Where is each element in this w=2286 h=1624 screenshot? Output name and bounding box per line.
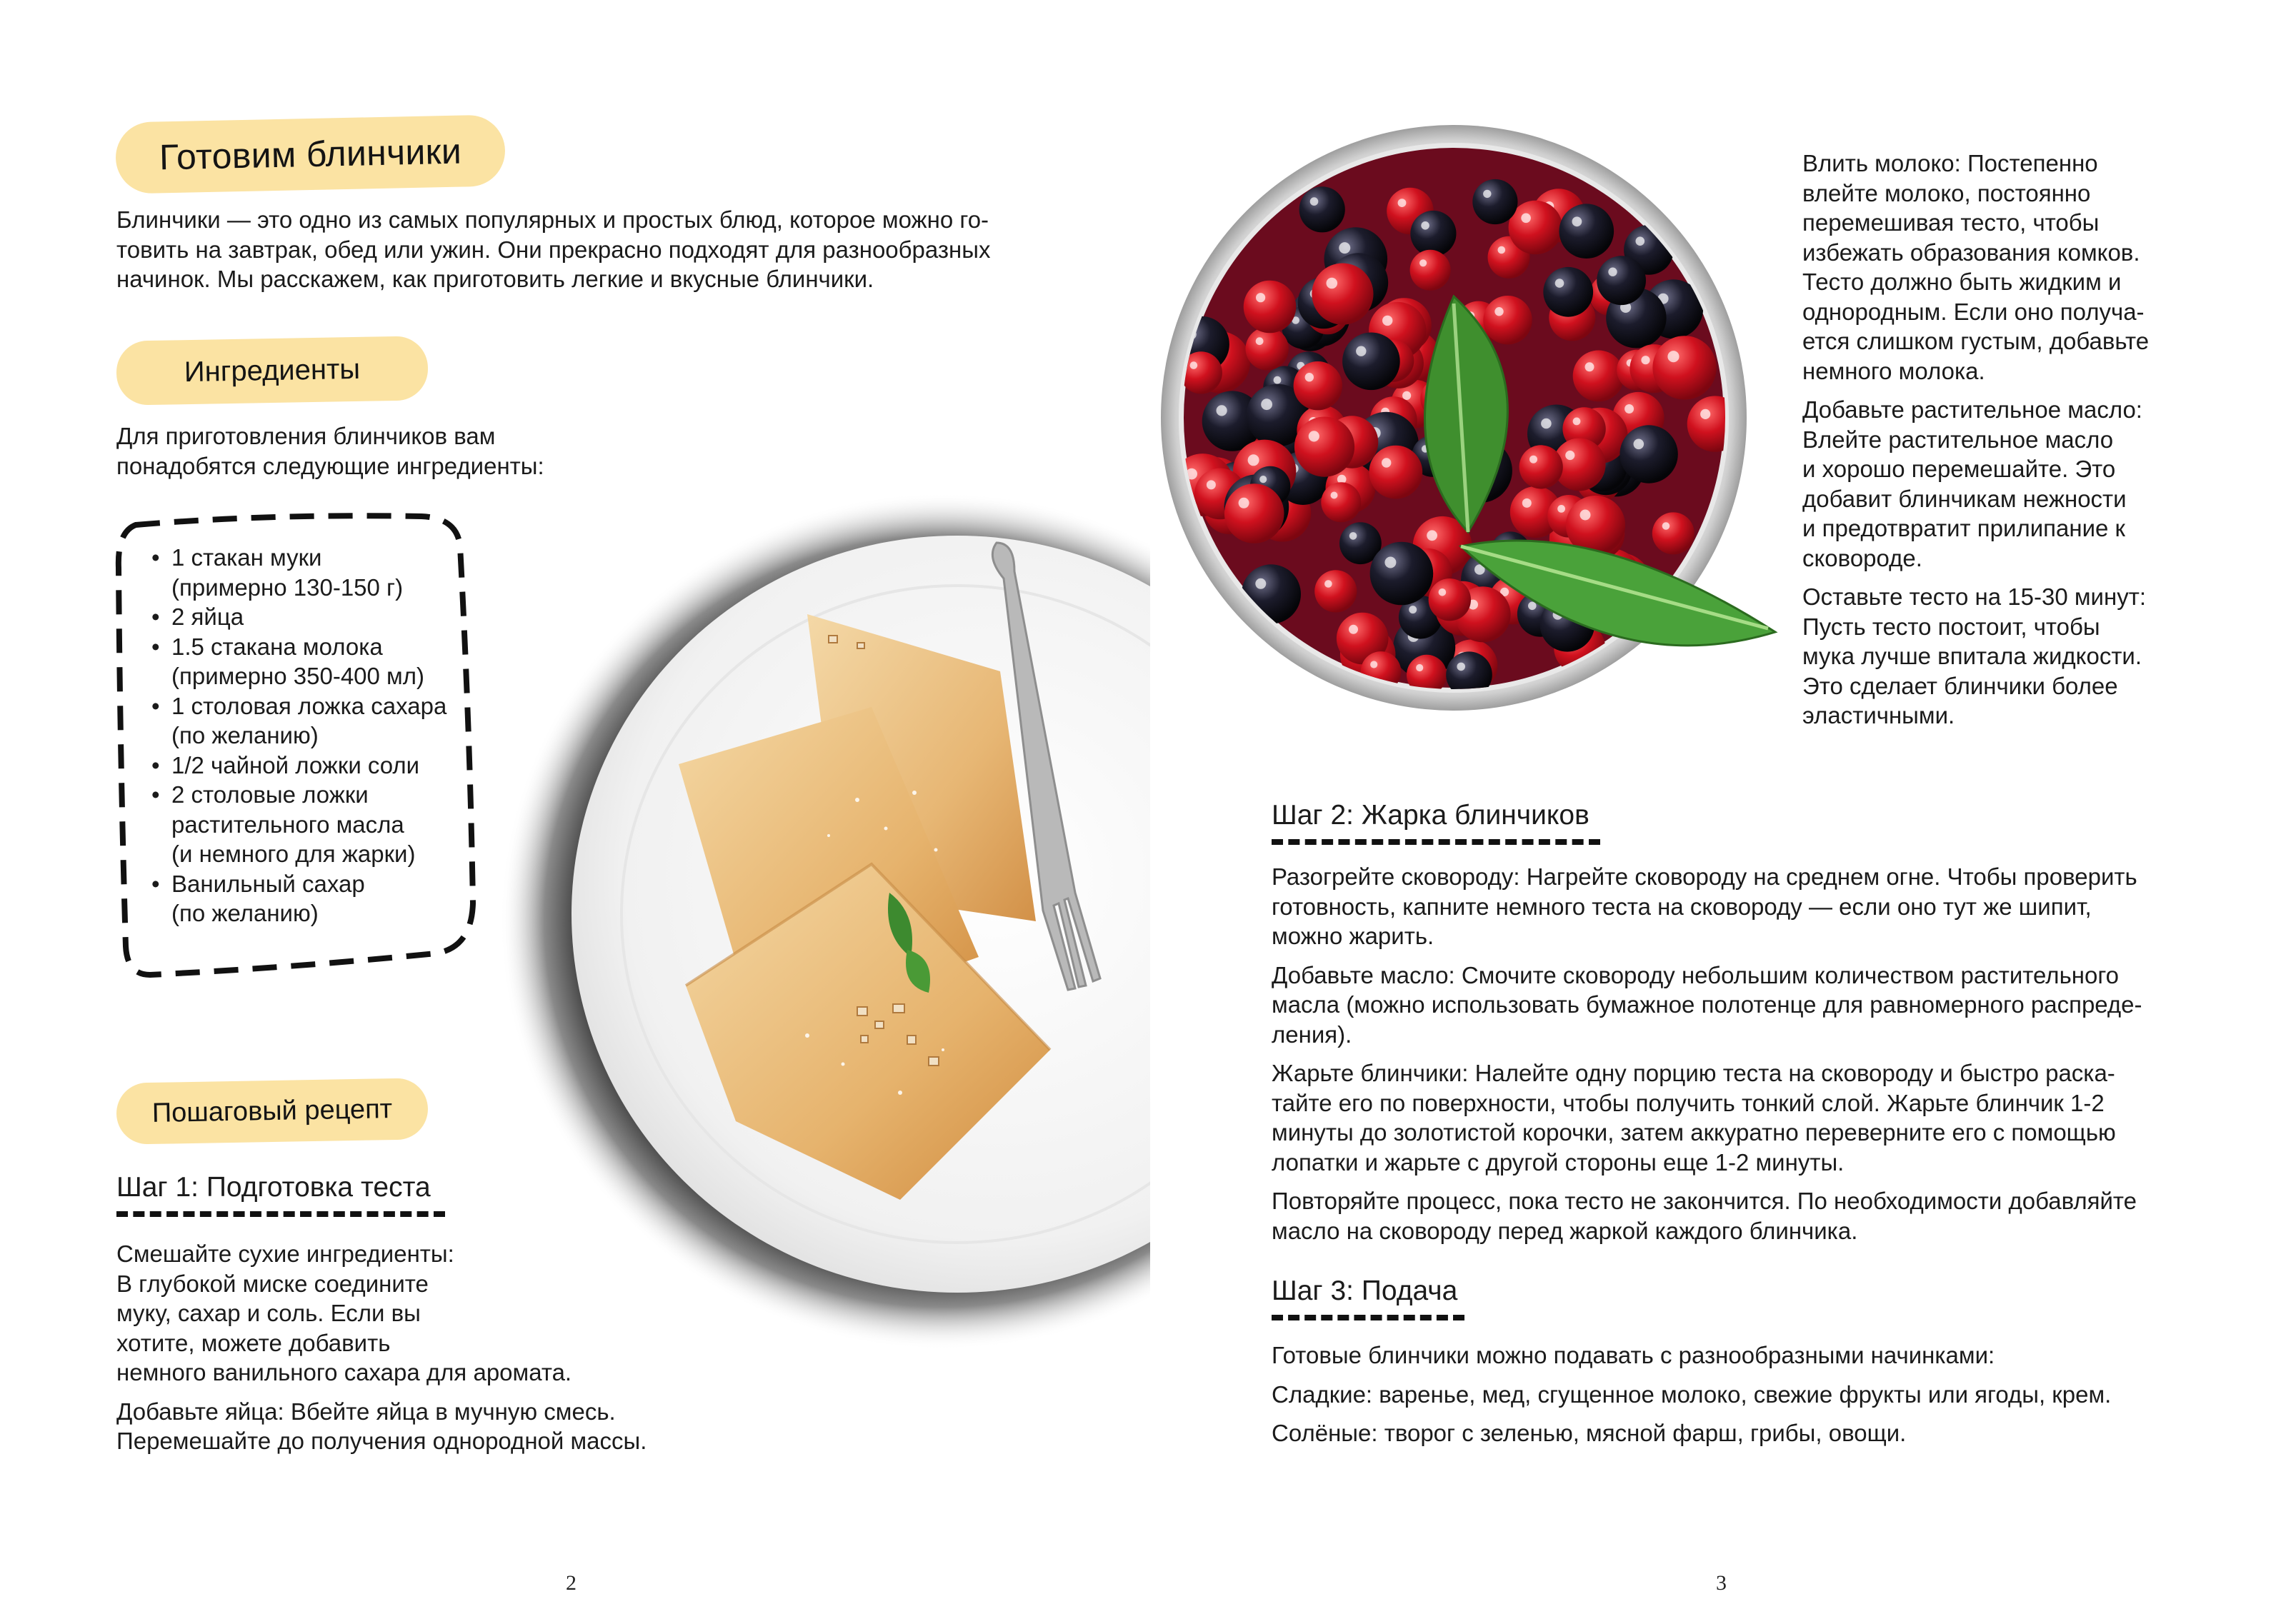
step3-paragraph-3: Солёные: творог с зеленью, мясной фарш, грибы, овощи.: [1272, 1420, 1907, 1446]
berry-highlight: [1398, 199, 1407, 207]
berry-highlight: [1382, 458, 1391, 467]
berry-highlight: [1356, 346, 1366, 356]
step2-text: [1272, 862, 2272, 1245]
berry-highlight: [1384, 557, 1396, 568]
berry: [1294, 361, 1342, 410]
berry-highlight: [1624, 404, 1634, 413]
berry-highlight: [1580, 510, 1591, 521]
berry: [1342, 333, 1400, 391]
berry-highlight: [1370, 661, 1377, 668]
berry-highlight: [1305, 373, 1314, 381]
pancakes-plate-image: [471, 493, 1157, 1357]
berry-highlight: [1541, 418, 1552, 429]
berry-highlight: [1608, 268, 1617, 276]
ingredient-item: • 1/2 чайной ложки соли: [151, 751, 487, 781]
recipe-heading: Пошаговый рецепт: [151, 1093, 393, 1128]
berry-highlight: [1636, 236, 1645, 246]
berry: [1483, 296, 1532, 344]
berry: [1543, 267, 1593, 317]
berry-highlight: [1565, 451, 1574, 460]
ingredients-list: [151, 543, 487, 928]
step2-paragraph-4: Повторяйте процесс, пока тесто не закончится. По необходимости добавляйте масло на сковороду перед жаркой каждого блинчика.: [1272, 1188, 2137, 1244]
berry: [1597, 256, 1646, 305]
berry: [1619, 425, 1677, 483]
berry-highlight: [1439, 588, 1447, 596]
berry: [1294, 417, 1354, 477]
berry-highlight: [1382, 316, 1392, 326]
berry-highlight: [1259, 476, 1267, 483]
berry-highlight: [1409, 606, 1417, 613]
berry-highlight: [1641, 356, 1649, 364]
berry-highlight: [1324, 580, 1332, 588]
step1-paragraph-1: Смешайте сухие ингредиенты: В глубокой миске соедините муку, сахар и соль. Если вы хотите, можете добавить немного ванильного сахара для аромата.: [116, 1240, 572, 1385]
berry-highlight: [1529, 456, 1537, 463]
recipe-pill: [116, 1078, 428, 1145]
berry: [1652, 512, 1694, 554]
berry: [1312, 264, 1373, 325]
step1-paragraph-2: Добавьте яйца: Вбейте яйца в мучную смесь. Перемешайте до получения однородной массы.: [116, 1398, 647, 1454]
berry-highlight: [1309, 431, 1319, 441]
berry: [1429, 578, 1471, 621]
berry-highlight: [1528, 602, 1537, 611]
ingredients-intro-text: Для приготовления блинчиков вам понадобятся следующие ингредиенты:: [116, 423, 544, 479]
berry-highlight: [1207, 480, 1216, 489]
step3-paragraph-2: Сладкие: варенье, мед, сгущенное молоко, свежие фрукты или ягоды, крем.: [1272, 1380, 2112, 1408]
berry-highlight: [1349, 625, 1358, 634]
berry: [1410, 250, 1451, 291]
berry-highlight: [1419, 259, 1427, 266]
ingredient-item: • 2 столовые ложки растительного масла (и немного для жарки): [151, 780, 487, 869]
step2-paragraph-1: Разогрейте сковороду: Нагрейте сковороду на среднем огне. Чтобы проверить готовность, капните немного теста на сковороду — если оно тут же шипит, можно жарить.: [1272, 863, 2137, 949]
page-number-right: 3: [1716, 1571, 1727, 1595]
page-title: Готовим блинчики: [159, 131, 462, 178]
step3-text: [1272, 1340, 2272, 1448]
page-number-left: 2: [566, 1571, 577, 1595]
step3-paragraph-1: Готовые блинчики можно подавать с разнообразными начинками:: [1272, 1342, 1995, 1368]
ingredient-item: • 1 столовая ложка сахара (по желанию): [151, 691, 487, 751]
step3-underline: [1272, 1315, 1464, 1320]
step1-underline: [116, 1211, 445, 1217]
berry-highlight: [1310, 197, 1319, 206]
berry: [1299, 186, 1345, 232]
intro-text: [116, 205, 1059, 294]
berry-highlight: [1331, 492, 1338, 499]
step1-text: [116, 1239, 717, 1456]
berry-highlight: [1662, 522, 1670, 530]
berry: [1370, 542, 1434, 606]
intro-paragraph: Блинчики — это одно из самых популярных и простых блюд, которое можно го- товить на завтрак, обед или ужин. Они прекрасно подходят для разнообразных начинок. Мы расскажем, как приготовить легкие и вкусные блинчики.: [116, 206, 991, 292]
berry-highlight: [1494, 307, 1503, 316]
berry-highlight: [1239, 498, 1249, 508]
berry: [1573, 351, 1624, 402]
berry: [1246, 327, 1289, 370]
berry-highlight: [1248, 454, 1259, 466]
berry-highlight: [1421, 221, 1429, 230]
berry-highlight: [1427, 530, 1437, 541]
ingredient-item: • 1.5 стакана молока (примерно 350-400 мл): [151, 632, 487, 691]
berry-highlight: [1555, 279, 1564, 288]
berry-highlight: [1217, 405, 1227, 416]
step2-paragraph-2: Добавьте масло: Смочите сковороду небольшим количеством растительного масла (можно использовать бумажное полотенце для равномерного распреде- ления).: [1272, 961, 2142, 1048]
berry: [1559, 204, 1614, 259]
berry-highlight: [1255, 578, 1266, 589]
berry-highlight: [1256, 293, 1265, 302]
berry-highlight: [1498, 246, 1506, 254]
berry: [1519, 445, 1563, 488]
ingredients-pill: [116, 336, 429, 406]
title-pill: [115, 114, 506, 194]
ingredients-heading: Ингредиенты: [184, 353, 361, 388]
berry-highlight: [1327, 278, 1338, 289]
berry: [1224, 483, 1284, 543]
berry: [1410, 211, 1456, 256]
berry-highlight: [1457, 663, 1465, 671]
berry-highlight: [1522, 498, 1532, 508]
step2-paragraph-3: Жарьте блинчики: Налейте одну порцию теста на сковороду и быстро раска- тайте его по поверхности, чтобы получить тонкий слой. Жарьте блинчик 1-2 минуты до золотистой корочки, затем аккуратно переверните его с помощью лопатки и жарьте с другой стороны еще 1-2 минуты.: [1272, 1060, 2116, 1176]
right-column-text: [1802, 149, 2260, 731]
berry-highlight: [1274, 376, 1282, 384]
ingredient-item: • 2 яйца: [151, 602, 487, 632]
berry: [1244, 281, 1297, 334]
berry-highlight: [1349, 532, 1357, 540]
rest-paragraph: Оставьте тесто на 15-30 минут: Пусть тесто постоит, чтобы мука лучше впитала жидкости. Это сделает блинчики более эластичными.: [1802, 583, 2146, 728]
berry-highlight: [1585, 362, 1594, 371]
milk-paragraph: Влить молоко: Постепенно влейте молоко, постоянно перемешивая тесто, чтобы избежать образования комков. Тесто должно быть жидким и однородным. Если оно получа- ется слишком густым, добавьте немного молока.: [1802, 150, 2150, 384]
ingredients-box: [151, 543, 487, 928]
berry-highlight: [1700, 409, 1710, 419]
ingredient-item: • 1 стакан муки (примерно 130-150 г): [151, 543, 487, 602]
berry: [1472, 179, 1517, 224]
berry-highlight: [1573, 418, 1581, 426]
berry-highlight: [1261, 399, 1272, 410]
ingredients-intro: [116, 421, 617, 481]
berries-jar-image: [1154, 118, 1797, 768]
step2-underline: [1272, 839, 1600, 845]
berry-highlight: [1402, 391, 1411, 400]
step3-title: Шаг 3: Подача: [1272, 1275, 1458, 1306]
berry-highlight: [1521, 214, 1531, 224]
berry-highlight: [1667, 351, 1679, 362]
berry: [1314, 570, 1357, 612]
berry-highlight: [1256, 337, 1264, 345]
step2-title: Шаг 2: Жарка блинчиков: [1272, 800, 1589, 831]
berry: [1321, 482, 1361, 522]
oil-paragraph: Добавьте растительное масло: Влейте растительное масло и хорошо перемешайте. Это добавит блинчикам нежности и предотвратит прилипание к сковороде.: [1802, 396, 2142, 571]
berry-highlight: [1634, 439, 1644, 450]
ingredient-item: • Ванильный сахар (по желанию): [151, 869, 487, 928]
berry: [1652, 336, 1716, 399]
berry: [1369, 446, 1422, 499]
berry-highlight: [1483, 190, 1491, 198]
berry-highlight: [1190, 361, 1198, 369]
berry-highlight: [1572, 216, 1582, 226]
berry-highlight: [1416, 664, 1423, 671]
berry-highlight: [1557, 505, 1565, 513]
step1-title: Шаг 1: Подготовка теста: [116, 1172, 431, 1203]
berry-highlight: [1339, 242, 1350, 254]
